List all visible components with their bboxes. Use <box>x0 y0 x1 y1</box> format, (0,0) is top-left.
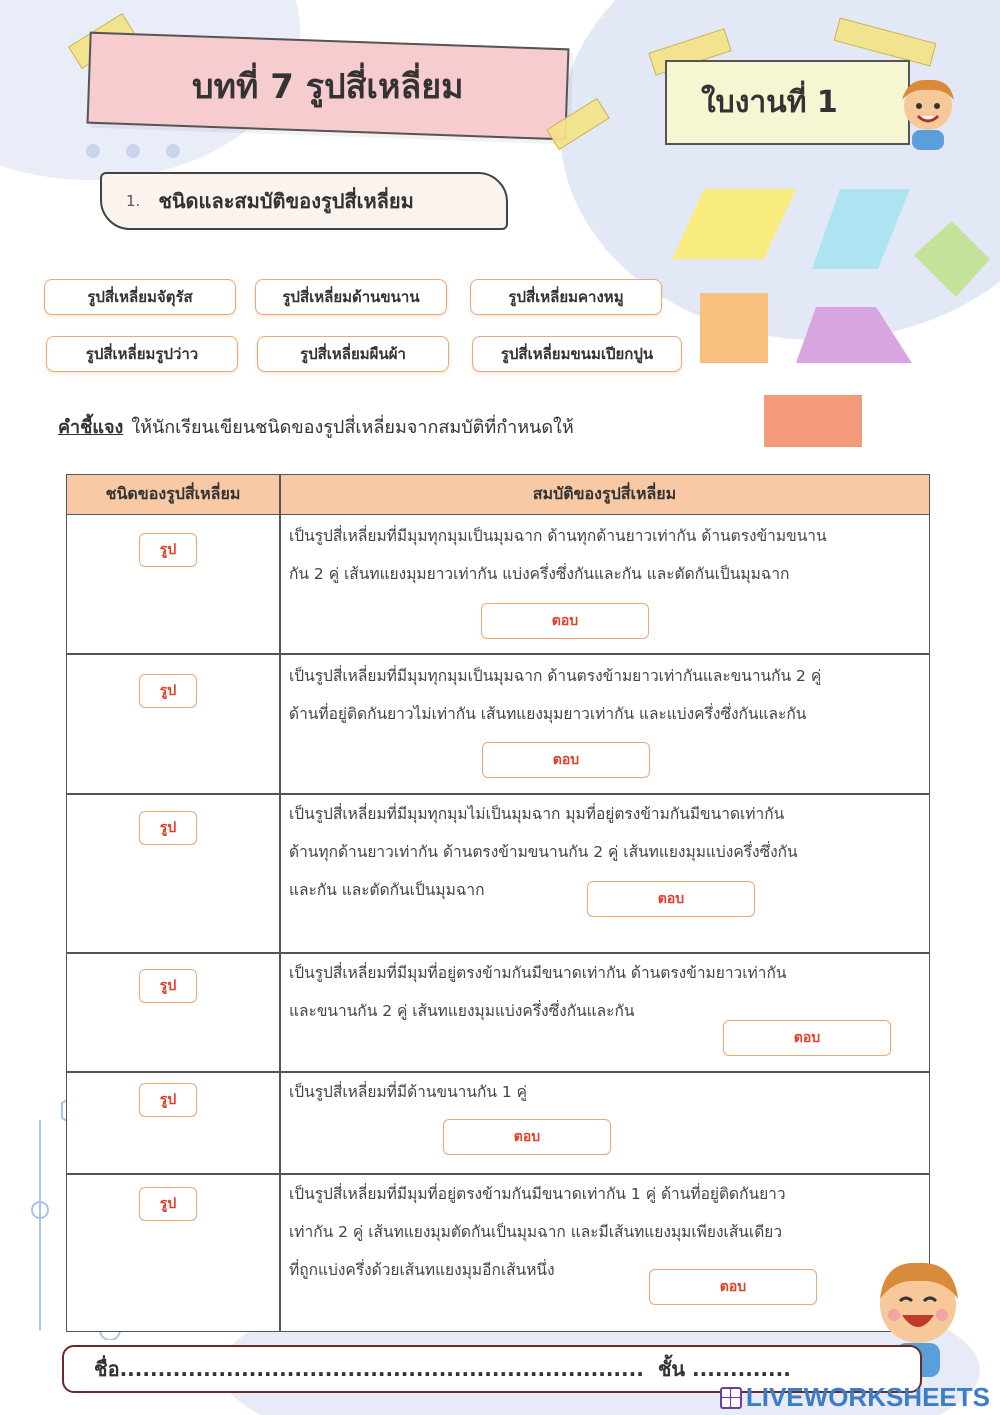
type-chip[interactable]: รูปสี่เหลี่ยมคางหมู <box>470 279 662 315</box>
trapezoid-shape <box>796 307 912 363</box>
type-chip[interactable]: รูปสี่เหลี่ยมจัตุรัส <box>44 279 236 315</box>
answer-box[interactable]: ตอบ <box>482 742 650 778</box>
liveworksheets-brand <box>720 1382 990 1413</box>
type-chip[interactable]: รูปสี่เหลี่ยมผืนผ้า <box>257 336 449 372</box>
directions <box>58 412 574 441</box>
table-row-description: เป็นรูปสี่เหลี่ยมที่มีมุมทุกมุมเป็นมุมฉาก ด้านทุกด้านยาวเท่ากัน ด้านตรงข้ามขนาน กัน 2 คู่ เส้นทแยงมุมยาวเท่ากัน แบ่งครึ่งซึ่งกันและกัน และตัดกันเป็นมุมฉาก <box>289 527 827 583</box>
mascot-boy-illustration <box>888 74 968 156</box>
table-row-description: เป็นรูปสี่เหลี่ยมที่มีมุมที่อยู่ตรงข้ามกันมีขนาดเท่ากัน 1 คู่ ด้านที่อยู่ติดกันยาว เท่ากัน 2 คู่ เส้นทแยงมุมตัดกันเป็นมุมฉาก และมีเส้นทแยงมุมเพียงเส้นเดียว ที่ถูกแบ่งครึ่งด้วยเส้นทแยงมุมอีกเส้นหนึ่ง <box>289 1185 786 1279</box>
directions-text: ให้นักเรียนเขียนชนิดของรูปสี่เหลี่ยมจากสมบัติที่กำหนดให้ <box>131 417 574 438</box>
column-divider <box>279 475 281 1331</box>
shape-answer-box[interactable]: รูป <box>139 1083 197 1117</box>
table-header-properties: สมบัติของรูปสี่เหลี่ยม <box>280 475 929 515</box>
answer-box[interactable]: ตอบ <box>649 1269 817 1305</box>
table-row-description: เป็นรูปสี่เหลี่ยมที่มีมุมทุกมุมเป็นมุมฉาก ด้านตรงข้ามยาวเท่ากันและขนานกัน 2 คู่ ด้านที่อยู่ติดกันยาวไม่เท่ากัน เส้นทแยงมุมยาวเท่ากัน และแบ่งครึ่งซึ่งกันและกัน <box>289 667 822 723</box>
name-field[interactable]: ชื่อ..................................................................... <box>94 1357 644 1381</box>
answer-box[interactable]: ตอบ <box>481 603 649 639</box>
answer-box[interactable]: ตอบ <box>443 1119 611 1155</box>
page-title: บทที่ 7 รูปสี่เหลี่ยม <box>192 66 464 107</box>
parallelogram-shape <box>672 189 796 259</box>
shape-answer-box[interactable]: รูป <box>139 811 197 845</box>
type-chip[interactable]: รูปสี่เหลี่ยมด้านขนาน <box>255 279 447 315</box>
shape-answer-box[interactable]: รูป <box>139 1187 197 1221</box>
type-chip[interactable]: รูปสี่เหลี่ยมรูปว่าว <box>46 336 238 372</box>
quadrilateral-shapes <box>668 185 1000 450</box>
section-heading <box>100 172 508 230</box>
rectangle-shape <box>764 395 862 447</box>
section-title: ชนิดและสมบัติของรูปสี่เหลี่ยม <box>158 189 414 213</box>
class-field[interactable]: ชั้น ............. <box>657 1357 791 1381</box>
shape-answer-box[interactable]: รูป <box>139 533 197 567</box>
directions-label: คำชี้แจง <box>58 417 124 438</box>
decor-dot <box>86 144 100 158</box>
properties-table <box>66 474 930 1332</box>
answer-box[interactable]: ตอบ <box>723 1020 891 1056</box>
title-banner <box>87 32 570 141</box>
liveworksheets-logo-icon <box>720 1387 742 1409</box>
section-number: 1. <box>126 192 141 210</box>
shape-answer-box[interactable]: รูป <box>139 969 197 1003</box>
kite-shape <box>914 221 990 297</box>
row-divider <box>67 653 929 655</box>
decor-dot <box>166 144 180 158</box>
table-row-description: เป็นรูปสี่เหลี่ยมที่มีมุมที่อยู่ตรงข้ามกันมีขนาดเท่ากัน ด้านตรงข้ามยาวเท่ากัน และขนานกัน 2 คู่ เส้นทแยงมุมแบ่งครึ่งซึ่งกันและกัน <box>289 964 787 1020</box>
brand-name: LIVEWORKSHEETS <box>745 1382 990 1412</box>
table-header-type: ชนิดของรูปสี่เหลี่ยม <box>67 475 279 515</box>
shape-answer-box[interactable]: รูป <box>139 674 197 708</box>
answer-box[interactable]: ตอบ <box>587 881 755 917</box>
table-row-description: เป็นรูปสี่เหลี่ยมที่มีด้านขนานกัน 1 คู่ <box>289 1083 528 1101</box>
worksheet-label: ใบงานที่ 1 <box>665 60 910 145</box>
square-shape <box>700 293 768 363</box>
table-row-description: เป็นรูปสี่เหลี่ยมที่มีมุมทุกมุมไม่เป็นมุมฉาก มุมที่อยู่ตรงข้ามกันมีขนาดเท่ากัน ด้านทุกด้านยาวเท่ากัน ด้านตรงข้ามขนานกัน 2 คู่ เส้นทแยงมุมแบ่งครึ่งซึ่งกัน และกัน และตัดกันเป็นมุมฉาก <box>289 805 798 899</box>
type-chip[interactable]: รูปสี่เหลี่ยมขนมเปียกปูน <box>472 336 682 372</box>
decor-dot <box>126 144 140 158</box>
rhombus-shape <box>812 189 910 269</box>
